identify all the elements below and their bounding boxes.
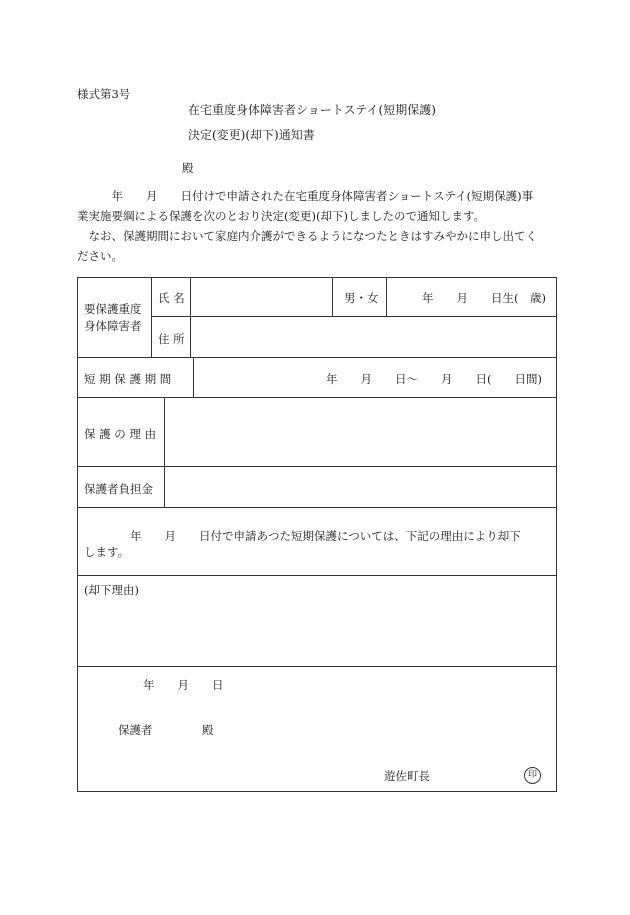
col-divider-subject (151, 277, 152, 357)
guardian-label: 保護者 (118, 723, 153, 737)
address-label: 住 所 (158, 332, 185, 346)
period-value: 年 月 日〜 月 日( 日間) (326, 372, 542, 386)
col-divider-birthdate (386, 277, 387, 316)
subject-label-line2: 身体障害者 (84, 319, 142, 333)
row-divider-period-reason (77, 397, 556, 398)
fee-label: 保護者負担金 (84, 482, 153, 496)
col-divider-period (193, 357, 194, 397)
rejection-reason-label: (却下理由) (84, 583, 139, 597)
subject-label-line1: 要保護重度 (84, 302, 142, 316)
period-label: 短 期 保 護 期 間 (84, 372, 172, 386)
rejection-line1: 年 月 日付で申請あつた短期保護については、下記の理由により却下 (84, 529, 521, 543)
col-divider-labels (190, 277, 191, 357)
intro-paragraph (77, 186, 557, 226)
notice-line-1: なお、保護期間において家庭内介護ができるようになつたときはすみやかに申し出てく (77, 229, 537, 243)
guardian-suffix: 殿 (202, 723, 214, 737)
reason-label: 保 護 の 理 由 (84, 427, 157, 441)
form-number: 様式第3号 (77, 87, 131, 101)
notice-paragraph (77, 226, 557, 266)
intro-line-1: 年 月 日付けで申請された在宅重度身体障害者ショートステイ(短期保護)事 (77, 189, 534, 203)
row-divider-reason-fee (77, 466, 556, 467)
row-divider-subject-period (77, 357, 556, 358)
document-title-line2: 決定(変更)(却下)通知書 (188, 128, 315, 142)
document-title-line1: 在宅重度身体障害者ショートステイ(短期保護) (188, 103, 436, 117)
rejection-line2: します。 (84, 545, 130, 559)
seal-stamp: 印 (524, 767, 541, 784)
row-divider-reason-signature (77, 666, 556, 667)
row-divider-fee-rejection (77, 507, 556, 508)
notice-line-2: ださい。 (77, 249, 123, 263)
addressee-suffix: 殿 (182, 161, 194, 175)
col-divider-gender (332, 277, 333, 316)
birthdate-label: 年 月 日生( 歳) (422, 291, 546, 305)
intro-line-2: 業実施要綱による保護を次のとおり決定(変更)(却下)しましたので通知します。 (77, 209, 486, 223)
name-label: 氏 名 (158, 291, 185, 305)
gender-label: 男・女 (344, 291, 379, 305)
signature-date: 年 月 日 (143, 678, 224, 692)
issuer-title: 遊佐町長 (384, 769, 430, 783)
row-divider-rejection-reason (77, 575, 556, 576)
col-divider-reason-fee (164, 397, 165, 507)
row-divider-name-address (151, 316, 556, 317)
